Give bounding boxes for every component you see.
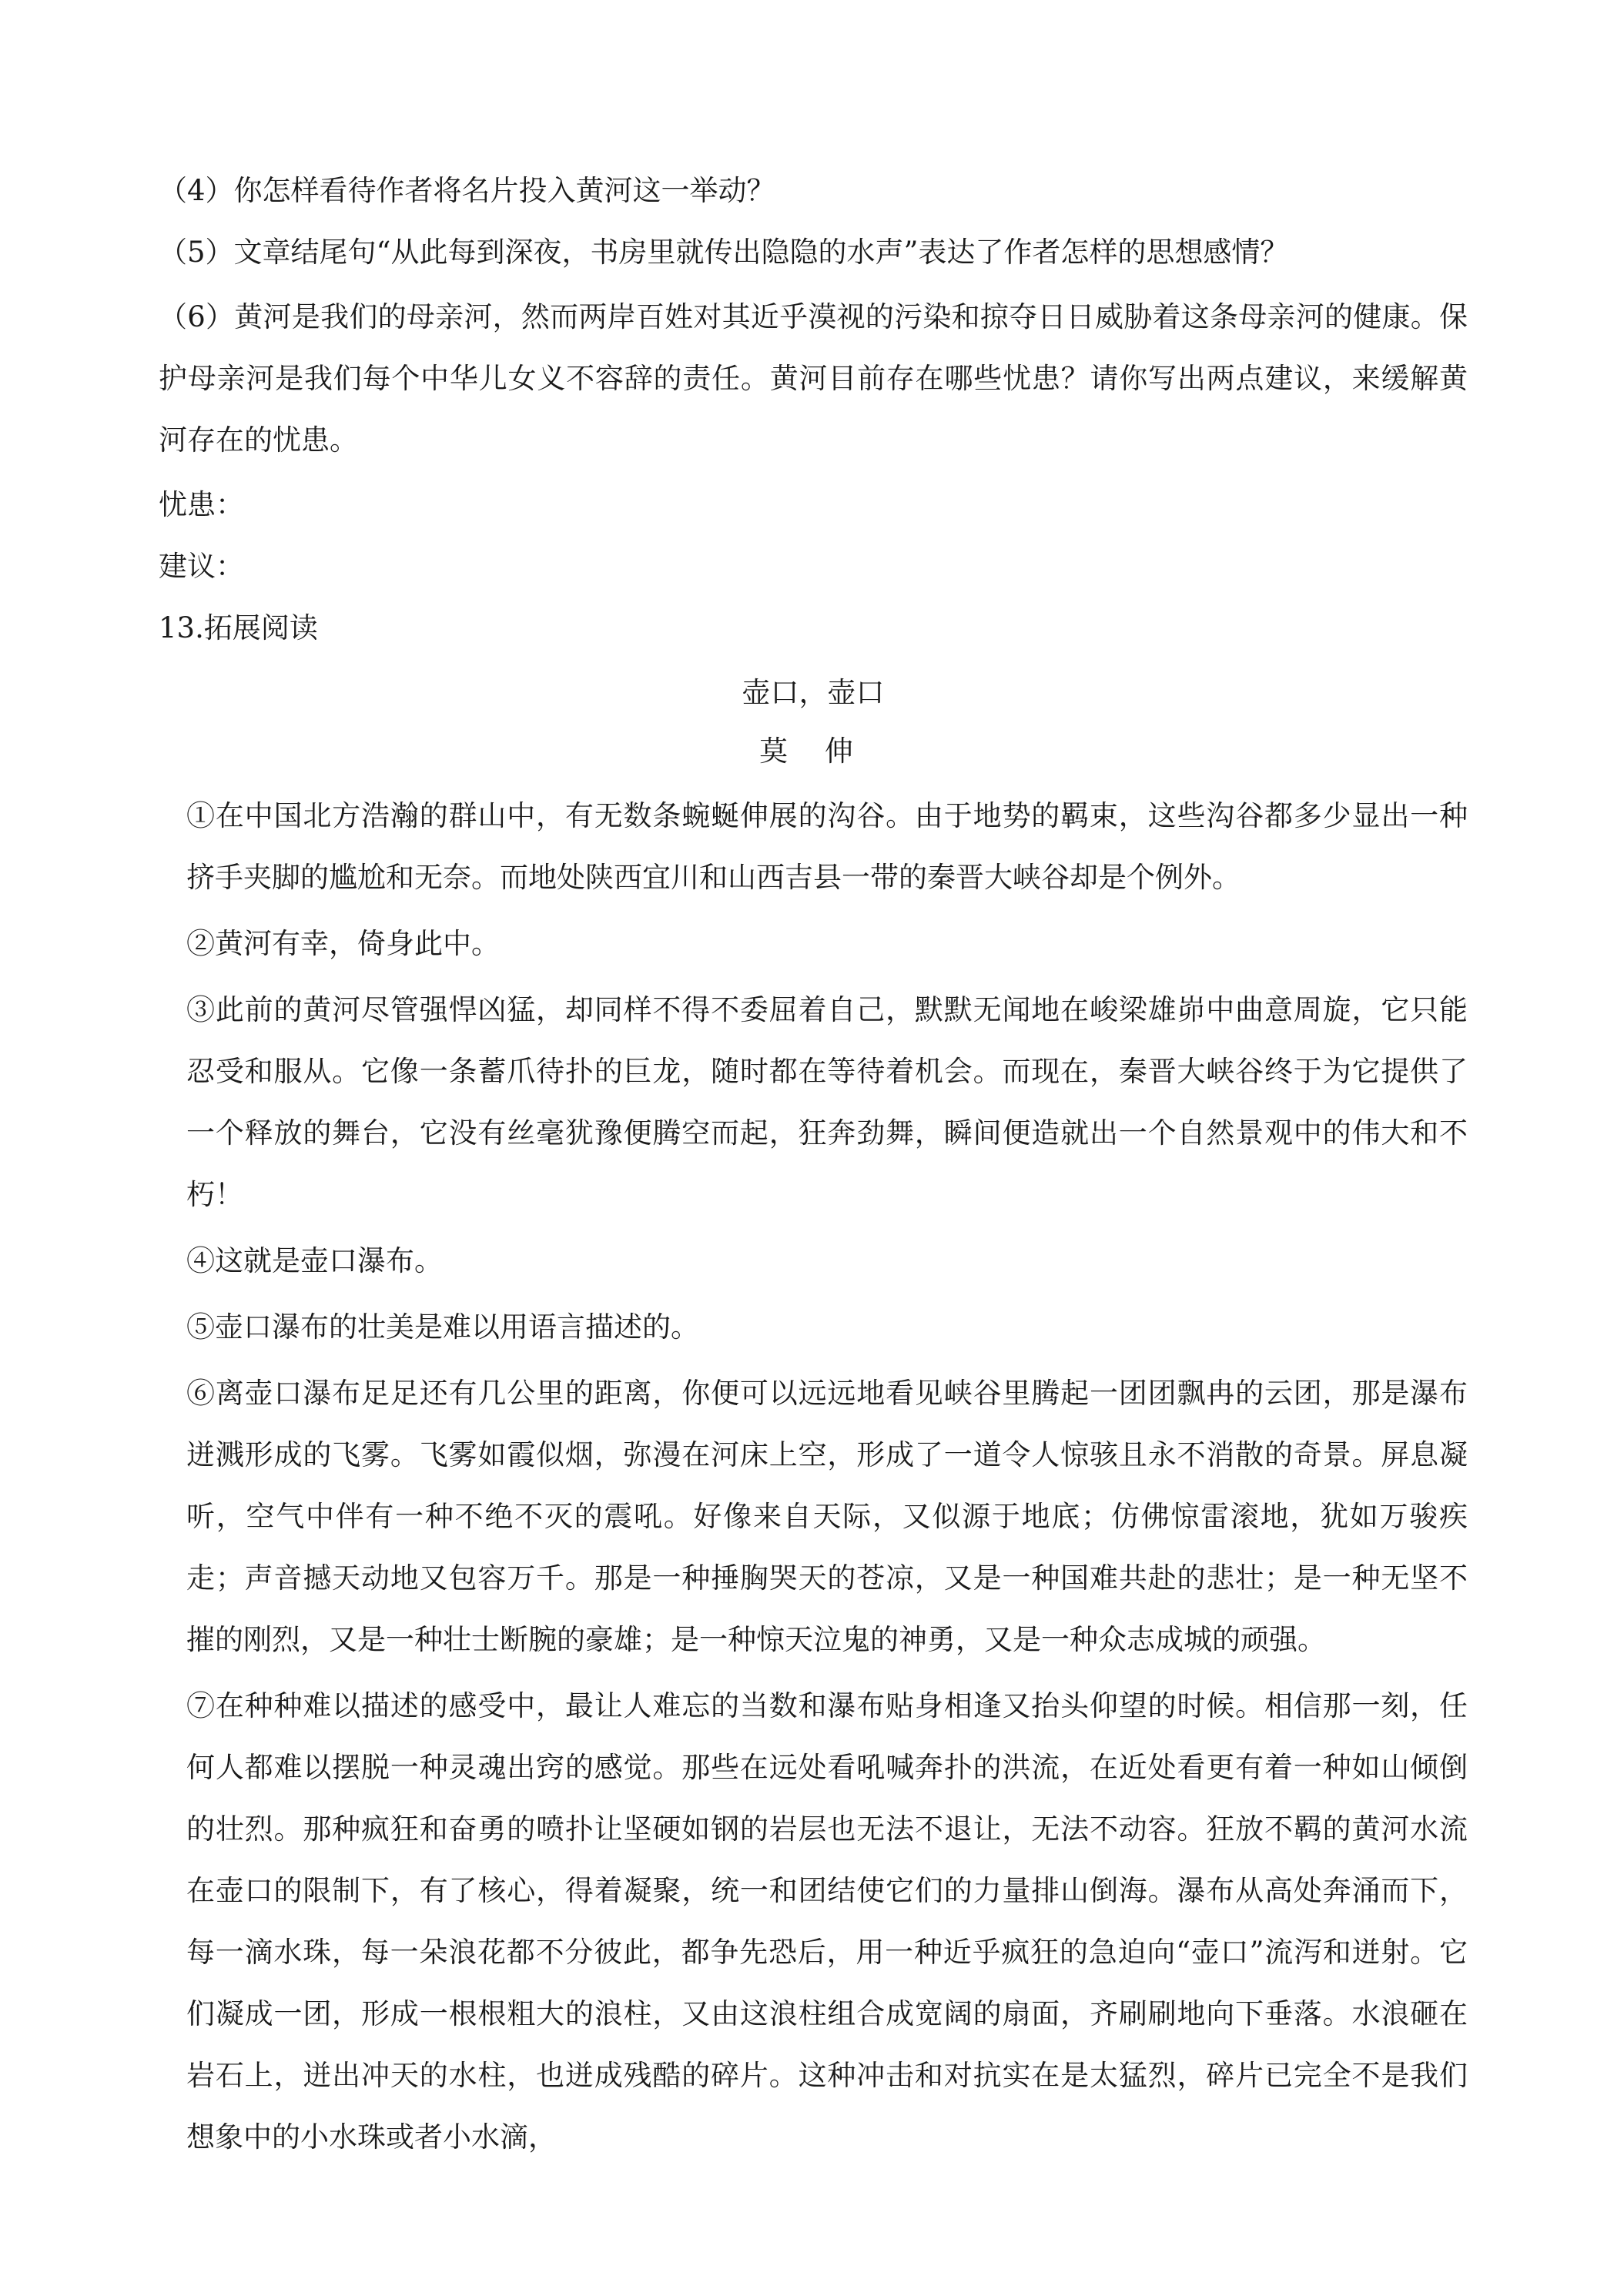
- document-content: [159, 163, 1468, 2168]
- article-paragraph-5: ⑤壶口瀑布的壮美是难以用语言描述的。: [186, 1310, 699, 1344]
- article-title: 壶口，壶口: [742, 676, 885, 709]
- article-paragraph-2: ②黄河有幸，倚身此中。: [186, 927, 500, 960]
- article-paragraph-7: ⑦在种种难以描述的感受中，最让人难忘的当数和瀑布贴身相逢又抬头仰望的时候。相信那一刻，任何人都难以摆脱一种灵魂出窍的感觉。那些在远处看吼喊奔扑的洪流，在近处看更有着一种如山倾倒的壮烈。那种疯狂和奋勇的喷扑让坚硬如钢的岩层也无法不退让，无法不动容。狂放不羁的黄河水流在壶口的限制下，有了核心，得着凝聚，统一和团结使它们的力量排山倒海。瀑布从高处奔涌而下，每一滴水珠，每一朵浪花都不分彼此，都争先恐后，用一种近乎疯狂的急迫向“壶口”流泻和迸射。它们凝成一团，形成一根根粗大的浪柱，又由这浪柱组合成宽阔的扇面，齐刷刷地向下垂落。水浪砸在岩石上，迸出冲天的水柱，也迸成残酷的碎片。这种冲击和对抗实在是太猛烈，碎片已完全不是我们想象中的小水珠或者小水滴，: [186, 1689, 1468, 2154]
- article-paragraph-6: ⑥离壶口瀑布足足还有几公里的距离，你便可以远远地看见峡谷里腾起一团团飘冉的云团，那是瀑布迸溅形成的飞雾。飞雾如霞似烟，弥漫在河床上空，形成了一道令人惊骇且永不消散的奇景。屏息凝听，空气中伴有一种不绝不灭的震吼。好像来自天际，又似源于地底；仿佛惊雷滚地，犹如万骏疾走；声音撼天动地又包容万千。那是一种捶胸哭天的苍凉，又是一种国难共赴的悲壮；是一种无坚不摧的刚烈，又是一种壮士断腕的豪雄；是一种惊天泣鬼的神勇，又是一种众志成城的顽强。: [186, 1377, 1468, 1656]
- suggestion-label: 建议：: [159, 550, 244, 583]
- section-heading: 13.拓展阅读: [159, 611, 318, 644]
- question-6: （6）黄河是我们的母亲河，然而两岸百姓对其近乎漠视的污染和掠夺日日威胁着这条母亲河的健康。保护母亲河是我们每个中华儿女义不容辞的责任。黄河目前存在哪些忧患？请你写出两点建议，来缓解黄河存在的忧患。: [159, 300, 1468, 457]
- article-author: 莫 伸: [759, 735, 867, 768]
- article-paragraph-1: ①在中国北方浩瀚的群山中，有无数条蜿蜒伸展的沟谷。由于地势的羁束，这些沟谷都多少显出一种挤手夹脚的尴尬和无奈。而地处陕西宜川和山西吉县一带的秦晋大峡谷却是个例外。: [186, 799, 1468, 894]
- worry-label: 忧患：: [159, 488, 244, 521]
- question-4: （4）你怎样看待作者将名片投入黄河这一举动？: [159, 174, 775, 207]
- question-5: （5）文章结尾句“从此每到深夜，书房里就传出隐隐的水声”表达了作者怎样的思想感情？: [159, 236, 1289, 269]
- article-paragraph-3: ③此前的黄河尽管强悍凶猛，却同样不得不委屈着自己，默默无闻地在峻梁雄峁中曲意周旋，它只能忍受和服从。它像一条蓄爪待扑的巨龙，随时都在等待着机会。而现在，秦晋大峡谷终于为它提供了一个释放的舞台，它没有丝毫犹豫便腾空而起，狂奔劲舞，瞬间便造就出一个自然景观中的伟大和不朽！: [186, 993, 1468, 1211]
- article-paragraph-4: ④这就是壶口瀑布。: [186, 1244, 443, 1277]
